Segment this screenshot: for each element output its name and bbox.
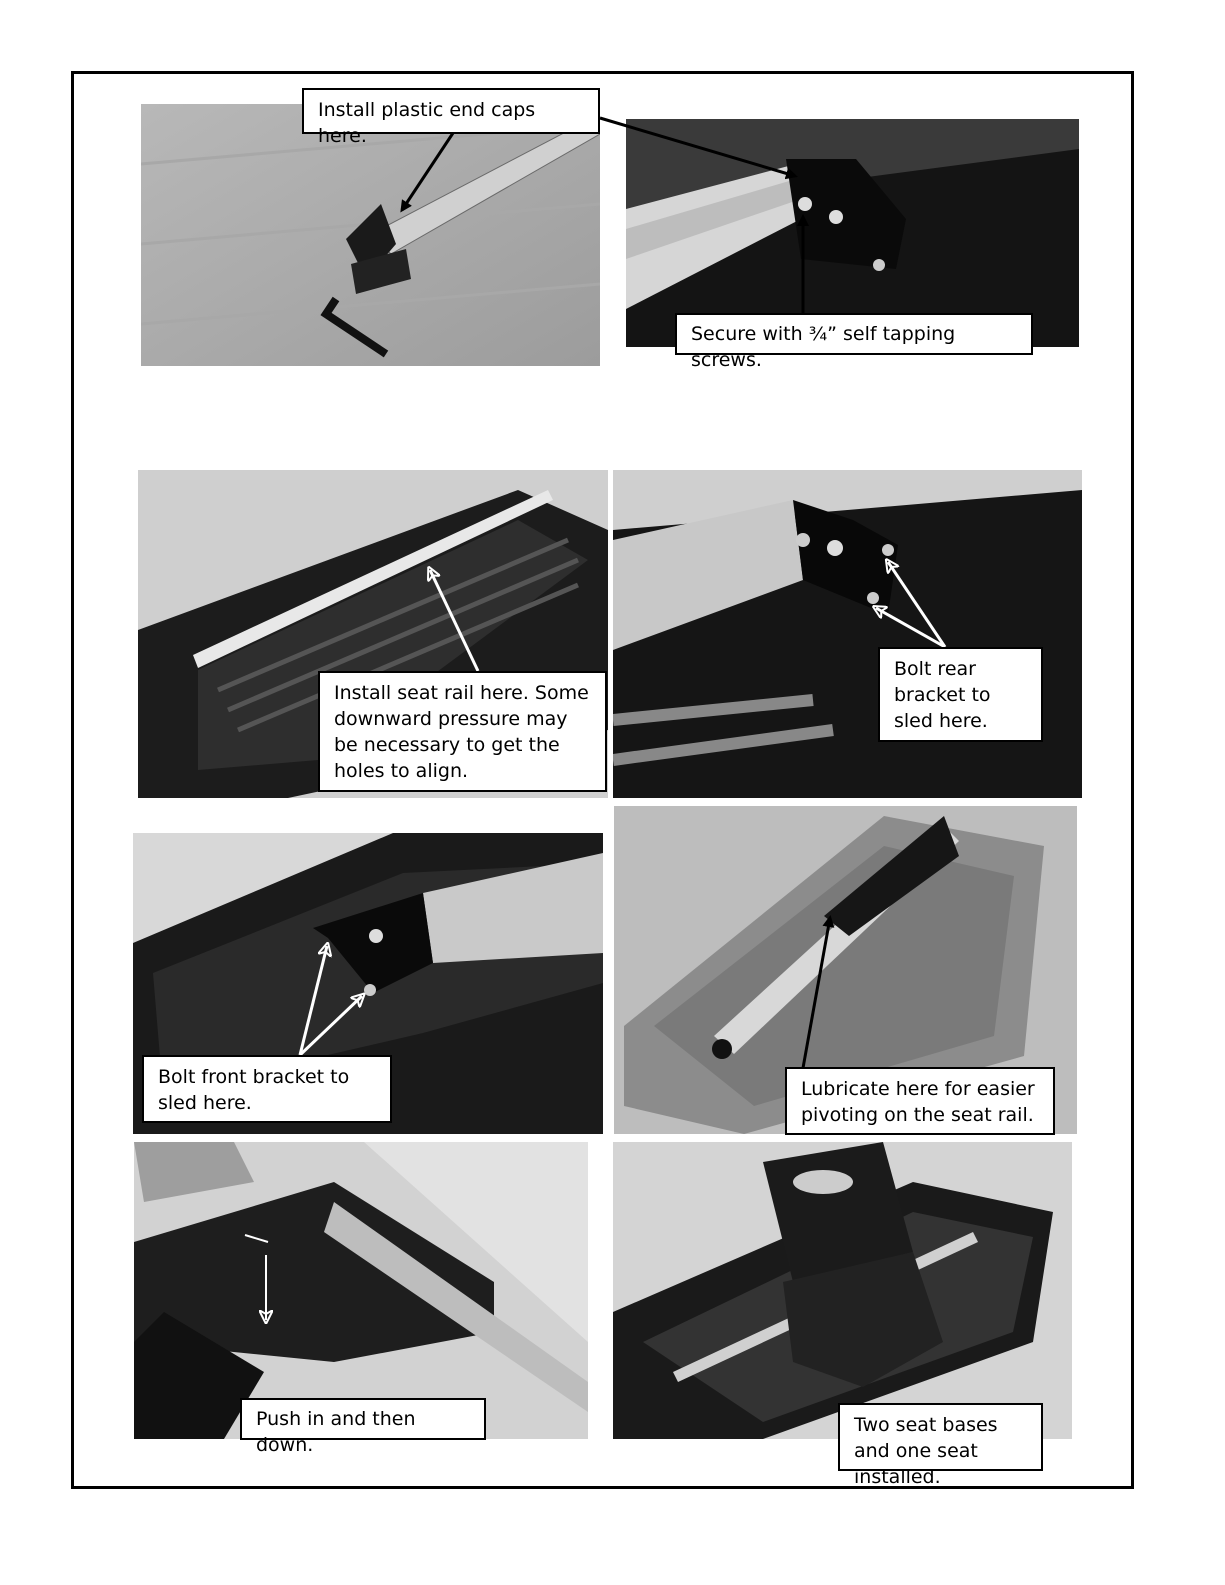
callout-self-tapping: Secure with ¾” self tapping screws. [675,313,1033,355]
callout-seat-rail: Install seat rail here. Some downward pressure may be necessary to get the holes to align. [318,671,607,792]
callout-front-bracket: Bolt front bracket to sled here. [142,1055,392,1123]
photo-rear-bracket [613,470,1082,798]
callout-rear-bracket: Bolt rear bracket to sled here. [878,647,1043,742]
callout-seat-installed: Two seat bases and one seat installed. [838,1403,1043,1471]
photo-push-in [134,1142,588,1439]
callout-lubricate: Lubricate here for easier pivoting on the seat rail. [785,1067,1055,1135]
photo-end-caps [141,104,600,366]
callout-end-caps: Install plastic end caps here. [302,88,600,134]
photo-seat-installed [613,1142,1072,1439]
callout-push-in: Push in and then down. [240,1398,486,1440]
